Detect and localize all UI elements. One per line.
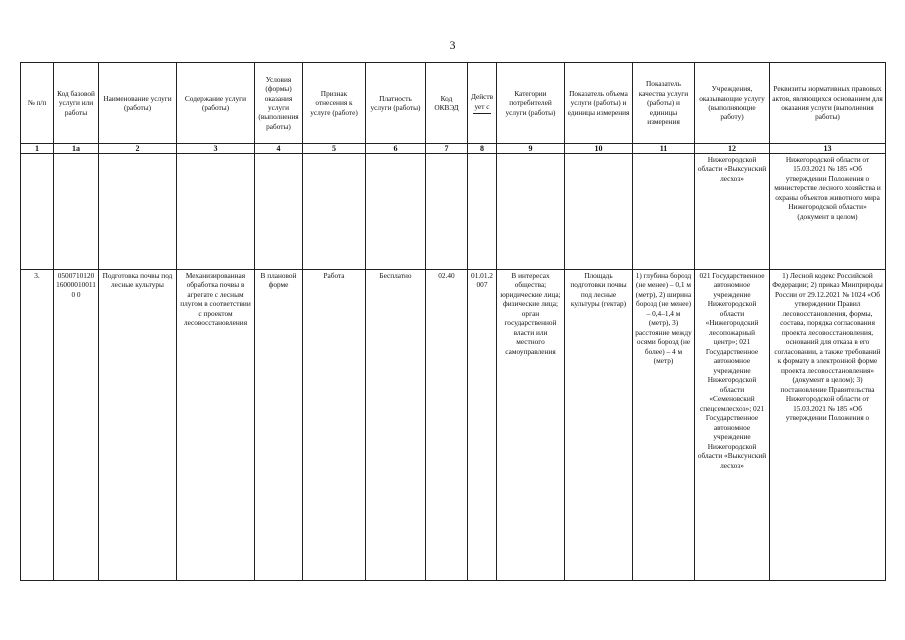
cell-num: 3. [21,270,54,581]
header-cell-num: № п/п [21,63,54,144]
col-num-6: 6 [366,144,426,154]
cell-empty [99,154,177,270]
table-row-continuation [21,154,886,270]
col-num-12: 12 [695,144,770,154]
header-cell-conditions: Условия (формы) оказания услуги (выполнения работы) [255,63,303,144]
cell-institutions: Нижегородской области «Выксунский лесхоз» [695,154,770,270]
header-cell-code: Код базовой услуги или работы [54,63,99,144]
header-cell-institutions: Учреждения, оказывающие услугу (выполняющие работу) [695,63,770,144]
services-table [20,62,886,581]
cell-empty [303,154,366,270]
cell-empty [177,154,255,270]
cell-empty [565,154,633,270]
col-num-5: 5 [303,144,366,154]
col-num-9: 9 [497,144,565,154]
header-cell-volume: Показатель объема услуги (работы) и единицы измерения [565,63,633,144]
col-num-1a: 1а [54,144,99,154]
col-num-10: 10 [565,144,633,154]
page-number: 3 [449,38,456,52]
col-num-3: 3 [177,144,255,154]
header-cell-quality: Показатель качества услуги (работы) и единицы измерения [633,63,695,144]
blank-line [473,113,491,114]
cell-conditions: В плановой форме [255,270,303,581]
cell-empty [21,154,54,270]
header-cell-name: Наименование услуги (работы) [99,63,177,144]
cell-institutions: 021 Государственное автономное учреждение Нижегородской области «Нижегородский лесопожарный центр»; 021 Государственное автономное учреждение Нижегородской области «Семеновский спецсемлесхоз»; 021 Государственное автономное учреждение Нижегородской области «Выксунский лесхоз» [695,270,770,581]
header-valid-from-text: Действует с [470,92,494,111]
cell-empty [497,154,565,270]
col-num-11: 11 [633,144,695,154]
cell-code: 0500710120160000100110 0 [54,270,99,581]
col-num-8: 8 [468,144,497,154]
cell-empty [633,154,695,270]
cell-okved: 02.40 [426,270,468,581]
cell-consumers: В интересах общества; юридические лица; физические лица; орган государственной власти или местного самоуправления [497,270,565,581]
column-numbers-row [21,144,886,154]
cell-content: Механизированная обработка почвы в агрегате с лесным плугом в соответствии с проектом лесовосстановления [177,270,255,581]
header-cell-attribute: Признак отнесения к услуге (работе) [303,63,366,144]
cell-legal-acts: 1) Лесной кодекс Российской Федерации; 2) приказ Минприроды России от 29.12.2021 № 1024 «Об утверждении Правил лесовосстановления, формы, состава, порядка согласования проекта лесовосстановления, оснований для отказа в его согласовании, а также требований к формату в электронной форме проекта лесовосстановления» (документ в целом); 3) постановление Правительства Нижегородской области от 15.03.2021 № 185 «Об утверждении Положения о [770,270,886,581]
cell-name: Подготовка почвы под лесные культуры [99,270,177,581]
header-cell-valid-from [468,63,497,144]
cell-volume: Площадь подготовки почвы под лесные культуры (гектар) [565,270,633,581]
cell-payment: Бесплатно [366,270,426,581]
cell-attribute: Работа [303,270,366,581]
cell-valid-from: 01.01.2007 [468,270,497,581]
cell-empty [54,154,99,270]
col-num-7: 7 [426,144,468,154]
header-row [21,63,886,144]
col-num-4: 4 [255,144,303,154]
header-cell-okved: Код ОКВЭД [426,63,468,144]
header-cell-content: Содержание услуги (работы) [177,63,255,144]
header-cell-legal-acts: Реквизиты нормативных правовых актов, являющихся основанием для оказания услуги (выполнения работы) [770,63,886,144]
col-num-13: 13 [770,144,886,154]
cell-empty [255,154,303,270]
col-num-1: 1 [21,144,54,154]
cell-empty [426,154,468,270]
col-num-2: 2 [99,144,177,154]
cell-legal-acts: Нижегородской области от 15.03.2021 № 185 «Об утверждении Положения о министерстве лесного хозяйства и охраны объектов животного мира Нижегородской области» (документ в целом) [770,154,886,270]
header-cell-consumers: Категории потребителей услуги (работы) [497,63,565,144]
table-row-3 [21,270,886,581]
header-cell-payment: Платность услуги (работы) [366,63,426,144]
cell-empty [468,154,497,270]
cell-empty [366,154,426,270]
cell-quality: 1) глубина борозд (не менее) – 0,1 м (метр), 2) ширина борозд (не менее) – 0,4–1,4 м (метр), 3) расстояние между осями борозд (не более) – 4 м (метр) [633,270,695,581]
